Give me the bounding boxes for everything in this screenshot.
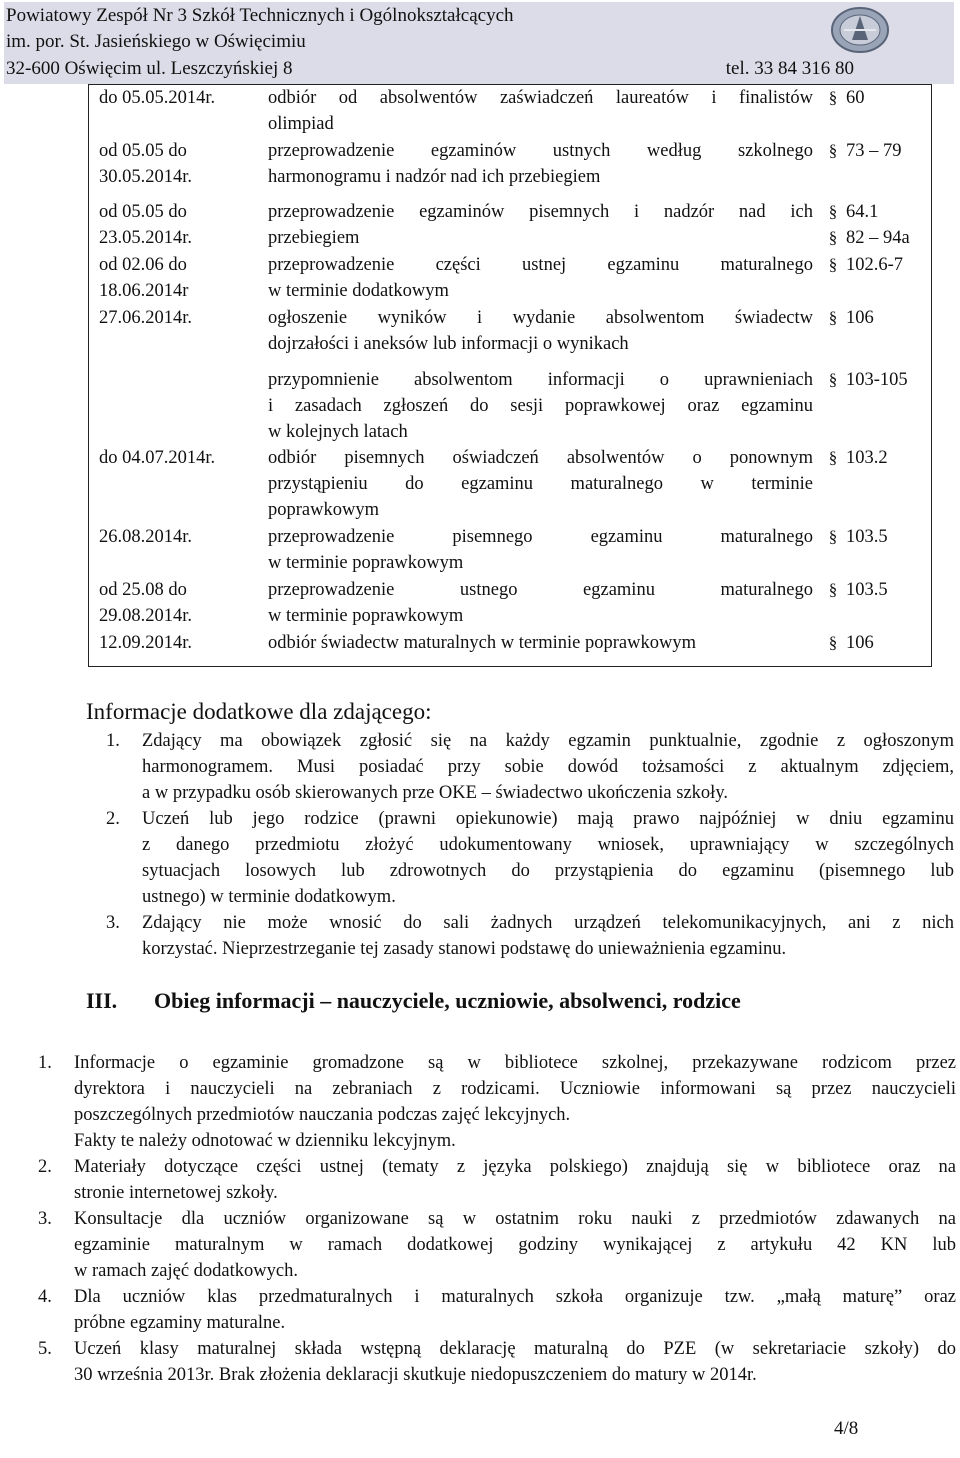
reference-value: 103.5 — [846, 527, 888, 547]
section-mark: § — [828, 527, 838, 546]
schedule-date-line: 23.05.2014r. — [99, 228, 193, 248]
list-item-line: stronie internetowej szkoły. — [74, 1183, 278, 1203]
list-item-line: Materiały dotyczące części ustnej (tematy z języka polskiego) znajdują się w bibliotece oraz na — [74, 1157, 956, 1177]
list-item-line: egzaminie maturalnym w ramach dodatkowej godziny wynikającej z artykułu 42 KN lub — [74, 1235, 956, 1255]
schedule-date — [99, 445, 259, 471]
section-mark: § — [828, 228, 838, 247]
list-item-line: poszczególnych przedmiotów nauczania podczas zajęć lekcyjnych. — [74, 1105, 571, 1125]
schedule-date — [99, 524, 259, 550]
schedule-date — [99, 577, 259, 629]
schedule-reference — [826, 524, 931, 550]
list-item-text — [142, 806, 954, 910]
list-item-number: 1. — [38, 1053, 52, 1073]
schedule-reference — [826, 445, 931, 471]
reference-value: 73 – 79 — [846, 141, 902, 161]
schedule-activity-line: przystąpieniu do egzaminu maturalnego w terminie — [268, 474, 813, 494]
reference-value: 60 — [846, 88, 865, 108]
schedule-date-line: od 25.08 do — [99, 580, 187, 600]
list-item-text — [74, 1206, 956, 1284]
schedule-activity-line: odbiór od absolwentów zaświadczeń laureatów i finalistów — [268, 88, 813, 108]
list-item-number: 2. — [106, 809, 120, 829]
list-item-text — [74, 1336, 956, 1388]
reference-value: 64.1 — [846, 202, 879, 222]
reference-value: 106 — [846, 308, 874, 328]
schedule-activity-line: odbiór świadectw maturalnych w terminie poprawkowym — [268, 633, 696, 653]
section-mark: § — [828, 202, 838, 221]
list-item-line: w ramach zajęć dodatkowych. — [74, 1261, 298, 1281]
list-item-line: Fakty te należy odnotować w dzienniku lekcyjnym. — [74, 1131, 456, 1151]
schedule-date — [99, 199, 259, 251]
section-mark: § — [828, 88, 838, 107]
reference-value: 103-105 — [846, 370, 908, 390]
schedule-date — [99, 138, 259, 190]
list-item-number: 3. — [106, 913, 120, 933]
schedule-date-line: od 05.05 do — [99, 141, 187, 161]
schedule-date-line: od 02.06 do — [99, 255, 187, 275]
reference-value: 103.2 — [846, 448, 888, 468]
list-item-line: z danego przedmiotu złożyć udokumentowany wniosek, uprawniający w szczególnych — [142, 835, 954, 855]
reference-value: 102.6-7 — [846, 255, 904, 275]
schedule-reference — [826, 367, 931, 393]
schedule-reference — [826, 252, 931, 278]
schedule-date-line: 26.08.2014r. — [99, 527, 193, 547]
schedule-activity — [268, 445, 813, 523]
list-item-line: próbne egzaminy maturalne. — [74, 1313, 286, 1333]
schedule-reference — [826, 305, 931, 331]
list-item-line: harmonogramem. Musi posiadać przy sobie dowód tożsamości z aktualnym zdjęciem, — [142, 757, 954, 777]
schedule-date — [99, 85, 259, 111]
schedule-activity-line: harmonogramu i nadzór nad ich przebiegiem — [268, 167, 601, 187]
schedule-activity-line: w terminie dodatkowym — [268, 281, 449, 301]
schedule-activity-line: ogłoszenie wyników i wydanie absolwentom świadectw — [268, 308, 813, 328]
list-item-line: Uczeń klasy maturalnej składa wstępną deklarację maturalną do PZE (w sekretariacie szkoły) do — [74, 1339, 956, 1359]
schedule-activity-line: i zasadach zgłoszeń do sesji poprawkowej oraz egzaminu — [268, 396, 813, 416]
schedule-date-line: do 04.07.2014r. — [99, 448, 216, 468]
list-item-number: 4. — [38, 1287, 52, 1307]
schedule-date — [99, 305, 259, 331]
schedule-activity-line: przypomnienie absolwentom informacji o uprawnieniach — [268, 370, 813, 390]
page-number: 4/8 — [834, 1418, 859, 1439]
list-item-number: 2. — [38, 1157, 52, 1177]
list-item-text — [74, 1284, 956, 1336]
schedule-activity — [268, 524, 813, 576]
section-title: Obieg informacji – nauczyciele, uczniowie, absolwenci, rodzice — [154, 988, 741, 1013]
schedule-activity — [268, 577, 813, 629]
letterhead — [4, 2, 954, 84]
section-mark: § — [828, 308, 838, 327]
schedule-activity-line: w kolejnych latach — [268, 422, 408, 442]
list-item-number: 1. — [106, 731, 120, 751]
list-item-line: Konsultacje dla uczniów organizowane są w ostatnim roku nauki z przedmiotów zdawanych na — [74, 1209, 956, 1229]
schedule-activity-line: w terminie poprawkowym — [268, 553, 464, 573]
list-item-text — [142, 910, 954, 962]
schedule-date-line: 12.09.2014r. — [99, 633, 193, 653]
school-address: 32-600 Oświęcim ul. Leszczyńskiej 8 — [6, 58, 293, 79]
section-mark: § — [828, 141, 838, 160]
list-item-text — [142, 728, 954, 806]
schedule-activity-line: poprawkowym — [268, 500, 379, 520]
reference-value: 82 – 94a — [846, 228, 910, 248]
section-mark: § — [828, 255, 838, 274]
schedule-reference — [826, 577, 931, 603]
schedule-activity-line: przebiegiem — [268, 228, 360, 248]
schedule-reference — [826, 85, 931, 111]
schedule-date-line: do 05.05.2014r. — [99, 88, 216, 108]
schedule-date — [99, 630, 259, 656]
schedule-activity-line: w terminie poprawkowym — [268, 606, 464, 626]
schedule-date-line: od 05.05 do — [99, 202, 187, 222]
school-name: Powiatowy Zespół Nr 3 Szkół Technicznych i Ogólnokształcących — [6, 5, 514, 26]
section-mark: § — [828, 370, 838, 389]
list-item-line: dyrektora i nauczycieli na zebraniach z rodzicami. Uczniowie informowani są przez nauczycieli — [74, 1079, 956, 1099]
schedule-activity — [268, 138, 813, 190]
section-mark: § — [828, 580, 838, 599]
section-number: III. — [86, 988, 118, 1013]
section-mark: § — [828, 633, 838, 652]
schedule-activity-line: odbiór pisemnych oświadczeń absolwentów o ponownym — [268, 448, 813, 468]
schedule-date-line: 30.05.2014r. — [99, 167, 193, 187]
schedule-activity — [268, 305, 813, 357]
school-phone: tel. 33 84 316 80 — [725, 58, 854, 79]
schedule-date-line: 29.08.2014r. — [99, 606, 193, 626]
reference-value: 103.5 — [846, 580, 888, 600]
schedule-activity-line: przeprowadzenie ustnego egzaminu maturalnego — [268, 580, 813, 600]
section-mark: § — [828, 448, 838, 467]
school-patron: im. por. St. Jasieńskiego w Oświęcimiu — [6, 31, 306, 52]
schedule-activity — [268, 630, 813, 656]
schedule-reference — [826, 630, 931, 656]
schedule-activity — [268, 199, 813, 251]
schedule-activity-line: przeprowadzenie egzaminów ustnych według szkolnego — [268, 141, 813, 161]
list-item-line: Zdający ma obowiązek zgłosić się na każdy egzamin punktualnie, zgodnie z ogłoszonym — [142, 731, 954, 751]
list-item-line: Zdający nie może wnosić do sali żadnych urządzeń telekomunikacyjnych, ani z nich — [142, 913, 954, 933]
schedule-activity-line: dojrzałości i aneksów lub informacji o wynikach — [268, 334, 629, 354]
schedule-activity — [268, 252, 813, 304]
schedule-date — [99, 252, 259, 304]
schedule-activity-line: olimpiad — [268, 114, 334, 134]
schedule-reference — [826, 199, 931, 251]
list-item-line: Uczeń lub jego rodzice (prawni opiekunowie) mają prawo najpóźniej w dniu egzaminu — [142, 809, 954, 829]
list-item-text — [74, 1050, 956, 1154]
schedule-activity-line: przeprowadzenie pisemnego egzaminu maturalnego — [268, 527, 813, 547]
list-item-line: a w przypadku osób skierowanych prze OKE – świadectwo ukończenia szkoły. — [142, 783, 728, 803]
exam-schedule-table — [88, 84, 932, 667]
list-item-line: sytuacjach losowych lub zdrowotnych do przystąpienia do egzaminu (pisemnego lub — [142, 861, 954, 881]
schedule-activity — [268, 367, 813, 445]
schedule-date-line: 18.06.2014r — [99, 281, 189, 301]
list-item-text — [74, 1154, 956, 1206]
schedule-activity-line: przeprowadzenie części ustnej egzaminu maturalnego — [268, 255, 813, 275]
list-item-line: Dla uczniów klas przedmaturalnych i maturalnych szkoła organizuje tzw. „małą maturę” oraz — [74, 1287, 956, 1307]
schedule-date-line: 27.06.2014r. — [99, 308, 193, 328]
list-item-line: korzystać. Nieprzestrzeganie tej zasady stanowi podstawę do unieważnienia egzaminu. — [142, 939, 787, 959]
school-crest-icon — [828, 6, 892, 54]
schedule-activity — [268, 85, 813, 137]
list-item-line: 30 września 2013r. Brak złożenia deklaracji skutkuje niedopuszczeniem do matury w 2014r. — [74, 1365, 757, 1385]
list-item-line: ustnego) w terminie dodatkowym. — [142, 887, 396, 907]
schedule-reference — [826, 138, 931, 164]
list-item-number: 3. — [38, 1209, 52, 1229]
reference-value: 106 — [846, 633, 874, 653]
list-item-line: Informacje o egzaminie gromadzone są w bibliotece szkolnej, przekazywane rodzicom przez — [74, 1053, 956, 1073]
info-title: Informacje dodatkowe dla zdającego: — [86, 699, 432, 724]
list-item-number: 5. — [38, 1339, 52, 1359]
schedule-activity-line: przeprowadzenie egzaminów pisemnych i nadzór nad ich — [268, 202, 813, 222]
